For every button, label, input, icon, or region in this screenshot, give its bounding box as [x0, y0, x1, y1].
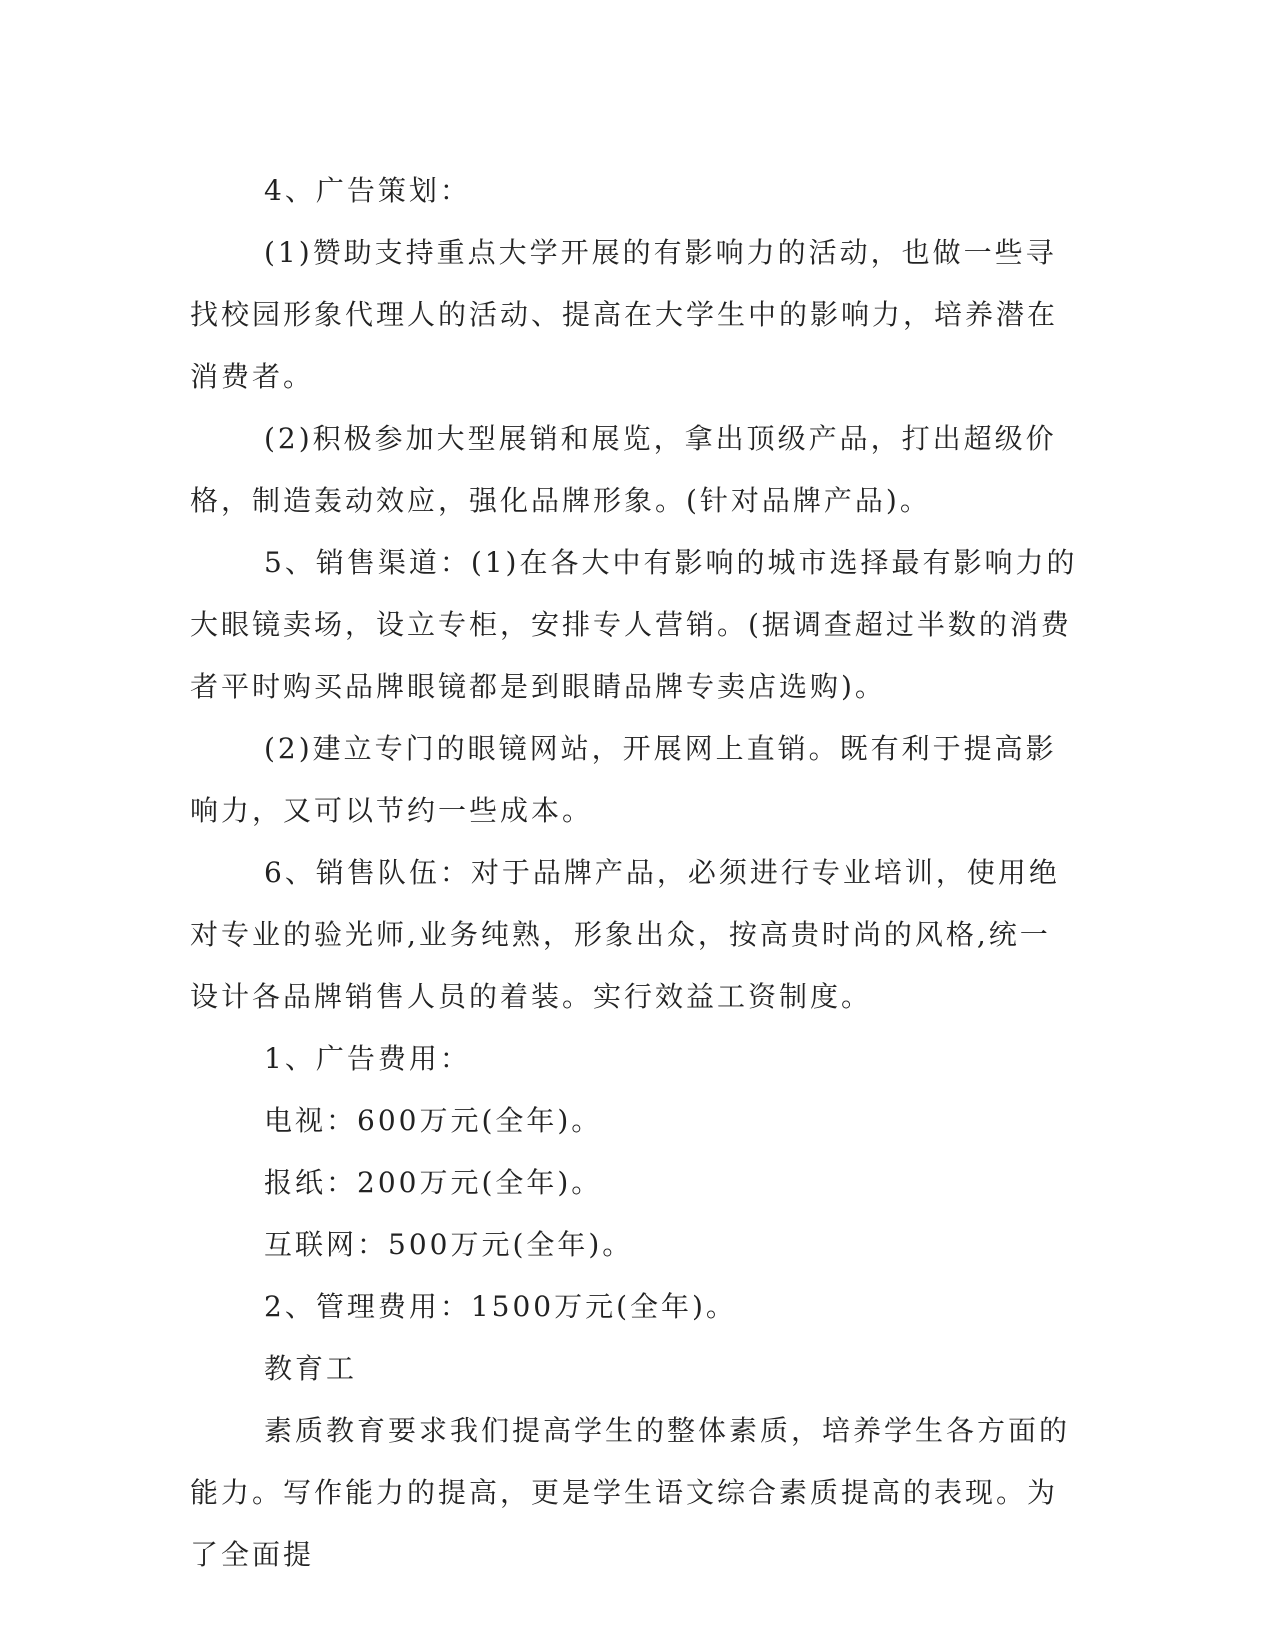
paragraph-ad-planning-1: (1)赞助支持重点大学开展的有影响力的活动，也做一些寻找校园形象代理人的活动、提高在大学生中的影响力，培养潜在消费者。 [190, 236, 1059, 393]
paragraph-internet-cost: 互联网：500万元(全年)。 [264, 1228, 634, 1261]
document-body [190, 160, 1080, 1586]
paragraph-sales-team: 6、销售队伍：对于品牌产品，必须进行专业培训，使用绝对专业的验光师,业务纯熟，形象出众，按高贵时尚的风格,统一设计各品牌销售人员的着装。实行效益工资制度。 [190, 856, 1060, 1013]
paragraph-newspaper-cost: 报纸：200万元(全年)。 [264, 1166, 603, 1199]
paragraph-ad-planning-heading: 4、广告策划： [264, 174, 471, 207]
paragraph-sales-channels-2: (2)建立专门的眼镜网站，开展网上直销。既有利于提高影响力，又可以节约一些成本。 [190, 732, 1057, 827]
paragraph-management-cost: 2、管理费用：1500万元(全年)。 [264, 1290, 737, 1323]
paragraph-education-heading: 教育工 [264, 1352, 358, 1385]
paragraph-ad-costs-heading: 1、广告费用： [264, 1042, 471, 1075]
paragraph-ad-planning-2: (2)积极参加大型展销和展览，拿出顶级产品，打出超级价格，制造轰动效应，强化品牌形象。(针对品牌产品)。 [190, 422, 1057, 517]
paragraph-education-body: 素质教育要求我们提高学生的整体素质，培养学生各方面的能力。写作能力的提高，更是学生语文综合素质提高的表现。为了全面提 [190, 1414, 1071, 1571]
paragraph-sales-channels-1: 5、销售渠道：(1)在各大中有影响的城市选择最有影响力的大眼镜卖场，设立专柜，安排专人营销。(据调查超过半数的消费者平时购买品牌眼镜都是到眼睛品牌专卖店选购)。 [190, 546, 1078, 703]
paragraph-tv-cost: 电视：600万元(全年)。 [264, 1104, 603, 1137]
